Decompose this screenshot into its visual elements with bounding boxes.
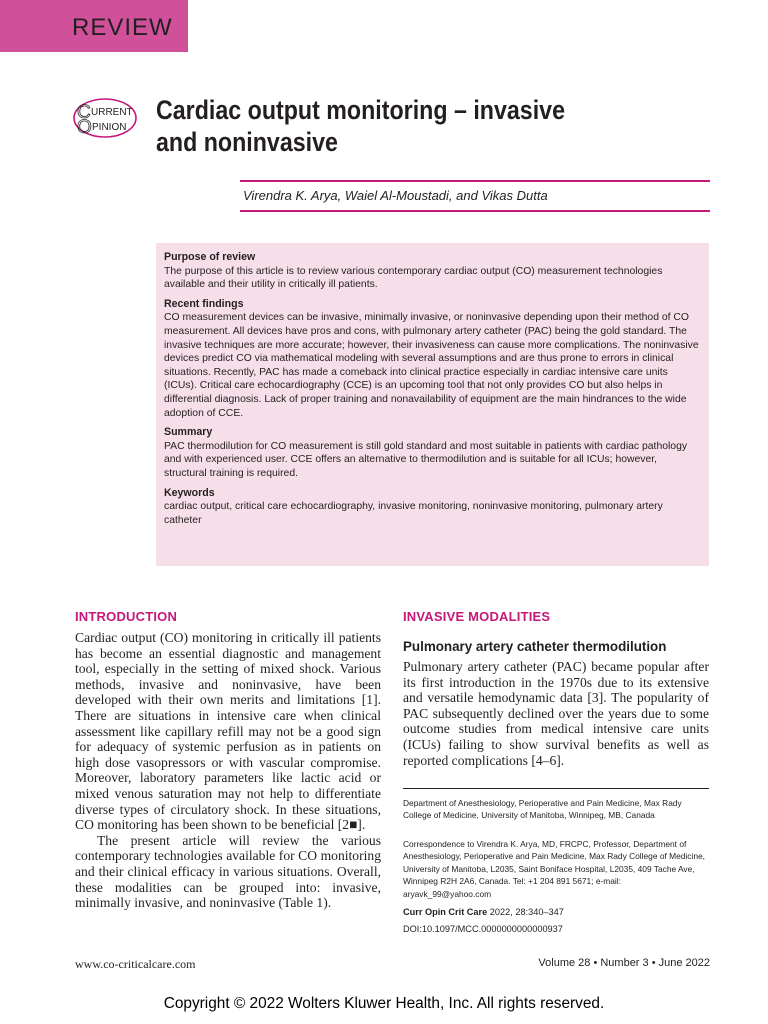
abstract-summary: [164, 426, 701, 480]
abstract-box: [156, 243, 709, 566]
author-list: Virendra K. Arya, Waiel Al-Moustadi, and Vikas Dutta: [243, 188, 548, 203]
logo-line1: URRENT: [91, 107, 133, 118]
abstract-keywords-text: cardiac output, critical care echocardiography, invasive monitoring, noninvasive monitoring, pulmonary artery catheter: [164, 501, 663, 526]
title-rule-bottom: [240, 210, 710, 212]
abstract-purpose-title: Purpose of review: [164, 251, 256, 263]
abstract-keywords-title: Keywords: [164, 486, 215, 499]
current-opinion-logo-icon: [72, 97, 138, 139]
abstract-purpose-text: The purpose of this article is to review various contemporary cardiac output (CO) measurement technologies available and their utility in critically ill patients.: [164, 265, 663, 291]
introduction-body: [75, 630, 381, 911]
introduction-heading: INTRODUCTION: [75, 609, 178, 624]
logo-letter-o: O: [77, 117, 92, 138]
current-opinion-logo: [72, 97, 138, 139]
abstract-summary-text: PAC thermodilution for CO measurement is still gold standard and most suitable in patients with cardiac pathology and with experienced user. CCE offers an alternative to thermodilution and is suitable for all ICUs; however, structural training is required.: [164, 440, 688, 479]
logo-line2: PINION: [92, 122, 127, 133]
journal-volume-pages: 2022, 28:340–347: [487, 907, 564, 917]
pac-thermodilution-subheading: Pulmonary artery catheter thermodilution: [403, 639, 667, 654]
journal-name: Curr Opin Crit Care: [403, 907, 488, 917]
section-tab: REVIEW: [0, 0, 188, 52]
title-rule-top: [240, 180, 710, 182]
correspondence-note: Correspondence to Virendra K. Arya, MD, FRCPC, Professor, Department of Anesthesiology, Perioperative and Pain Medicine, Max Rady College of Medicine, University of Manitoba, L2035, Saint Boniface Hospital, L2035, 409 Tache Ave, Winnipeg R2H 2A6, Canada. Tel: +1 204 891 5671; e-mail: aryavk_99@yahoo.com: [403, 839, 705, 899]
doi: DOI:10.1097/MCC.0000000000000937: [403, 924, 563, 934]
invasive-body: [403, 659, 709, 768]
abstract-findings: [164, 298, 701, 420]
issue-info: Volume 28 • Number 3 • June 2022: [538, 957, 710, 969]
invasive-paragraph-1: Pulmonary artery catheter (PAC) became popular after its first introduction in the 1970s due to its extensive and versatile hemodynamic data [3]. The popularity of PAC subsequently declined over the years due to some outcome studies from medical intensive care units (ICUs) failing to show survival benefits as well as reported complications [4–6].: [403, 659, 709, 768]
affiliation-department: Department of Anesthesiology, Perioperative and Pain Medicine, Max Rady College of Medicine, University of Manitoba, Winnipeg, MB, Canada: [403, 798, 682, 821]
abstract-purpose: [164, 251, 701, 292]
journal-citation: [403, 906, 709, 918]
introduction-paragraph-2: The present article will review the various contemporary technologies available for CO monitoring and their clinical efficacy in various situations. Overall, these modalities can be grouped into: invasive, minimally invasive, and noninvasive (Table 1).: [75, 832, 381, 911]
journal-website: www.co-criticalcare.com: [75, 957, 196, 971]
copyright-notice: Copyright © 2022 Wolters Kluwer Health, Inc. All rights reserved.: [163, 995, 605, 1012]
introduction-paragraph-1: Cardiac output (CO) monitoring in critically ill patients has become an essential diagnostic and management tool, especially in the setting of mixed shock. Various methods, invasive and noninvasive, have been developed with their own merits and limitations [1]. There are situations in intensive care when clinical assessment like capillary refill may not be a good sign for adequacy of systemic perfusion as in patients on high dose vasopressors or with vascular compromise. Moreover, laboratory parameters like lactic acid or mixed venous saturation may not help to differentiate diverse types of circulatory shock. In these situations, CO monitoring has been shown to be beneficial [2■].: [75, 630, 381, 833]
abstract-findings-title: Recent findings: [164, 297, 244, 310]
invasive-modalities-heading: INVASIVE MODALITIES: [403, 609, 551, 624]
abstract-keywords: [164, 487, 701, 528]
abstract-summary-title: Summary: [164, 426, 213, 439]
abstract-findings-text: CO measurement devices can be invasive, minimally invasive, or noninvasive depending upon their method of CO measurement. All devices have pros and cons, with pulmonary artery catheter (PAC) being the gold standard. The invasive techniques are more accurate; however, their invasiveness can cause more complications. The noninvasive devices predict CO via mathematical modeling with several assumptions and are thus prone to errors in clinical situations. Recently, PAC has made a comeback into clinical practice especially in cardiac intensive care units (ICUs). Critical care echocardiography (CCE) is an upcoming tool that not only provides CO but also helps in differential diagnosis. Lack of proper training and nonavailability of equipment are the main hindrances to the wide adoption of CCE.: [164, 312, 699, 419]
logo-letter-c: C: [77, 102, 91, 123]
footnote-divider: [403, 788, 709, 789]
article-title: Cardiac output monitoring – invasive and noninvasive: [156, 95, 565, 157]
